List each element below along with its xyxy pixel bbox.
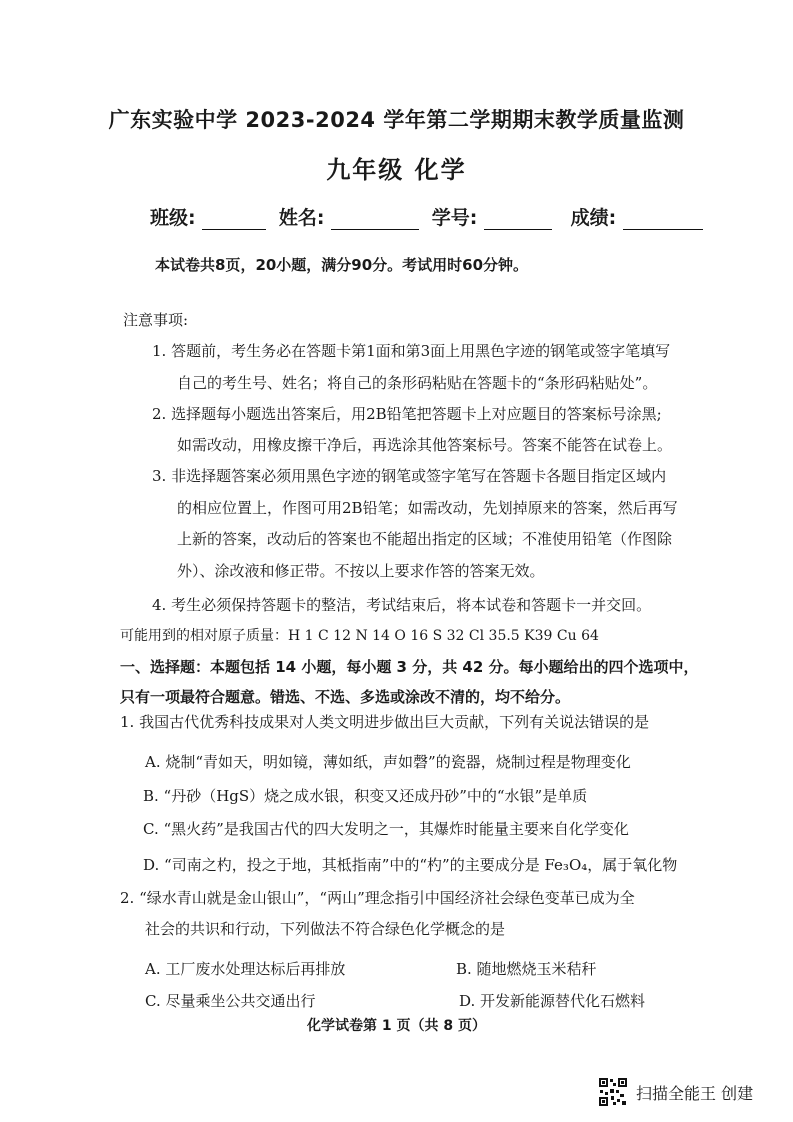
section-heading: 一、选择题：本题包括 14 小题，每小题 3 分，共 42 分。每小题给出的四个选项中， <box>120 658 699 676</box>
question-option: D. 开发新能源替代化石燃料 <box>459 992 646 1010</box>
notice-line: 的相应位置上，作图可用2B铅笔；如需改动，先划掉原来的答案，然后再写 <box>177 499 678 517</box>
notice-line: 4. 考生必须保持答题卡的整洁，考试结束后，将本试卷和答题卡一并交回。 <box>152 596 652 614</box>
question-option: B. 随地燃烧玉米秸秆 <box>456 960 597 978</box>
notice-line: 自己的考生号、姓名；将自己的条形码粘贴在答题卡的“条形码粘贴处”。 <box>177 374 658 392</box>
student-info-row <box>150 203 709 230</box>
notice-line: 2. 选择题每小题选出答案后，用2B铅笔把答题卡上对应题目的答案标号涂黑; <box>152 405 662 423</box>
exam-title: 广东实验中学 2023-2024 学年第二学期期末教学质量监测 <box>108 108 685 132</box>
scanner-watermark <box>598 1076 753 1108</box>
notice-line: 1. 答题前，考生务必在答题卡第1面和第3面上用黑色字迹的钢笔或签字笔填写 <box>152 342 671 360</box>
question-option: A. 烧制“青如天，明如镜，薄如纸，声如磬”的瓷器，烧制过程是物理变化 <box>145 753 631 771</box>
score-label: 成绩: <box>570 207 617 229</box>
class-blank <box>202 211 266 230</box>
scanner-watermark-text: 扫描全能王 创建 <box>636 1083 754 1103</box>
question-stem: 2. “绿水青山就是金山银山”，“两山”理念指引中国经济社会绿色变革已成为全 <box>120 889 635 907</box>
question-stem: 1. 我国古代优秀科技成果对人类文明进步做出巨大贡献，下列有关说法错误的是 <box>120 713 650 731</box>
question-option: C. 尽量乘坐公共交通出行 <box>145 992 316 1010</box>
qr-code-icon <box>598 1077 628 1107</box>
question-option: B. “丹砂（HgS）烧之成水银，积变又还成丹砂”中的“水银”是单质 <box>143 787 588 805</box>
name-label: 姓名: <box>278 207 325 229</box>
notice-line: 3. 非选择题答案必须用黑色字迹的钢笔或签字笔写在答题卡各题目指定区域内 <box>152 467 667 485</box>
notice-heading: 注意事项: <box>123 311 189 329</box>
question-option: D. “司南之杓，投之于地，其柢指南”中的“杓”的主要成分是 Fe₃O₄，属于氧化物 <box>143 856 678 874</box>
exam-meta: 本试卷共8页，20小题，满分90分。考试用时60分钟。 <box>155 256 529 274</box>
atomic-masses: 可能用到的相对原子质量：H 1 C 12 N 14 O 16 S 32 Cl 35.5 K39 Cu 64 <box>120 628 599 644</box>
notice-line: 如需改动，用橡皮擦干净后，再选涂其他答案标号。答案不能答在试卷上。 <box>177 436 673 454</box>
section-instructions: 只有一项最符合题意。错选、不选、多选或涂改不清的，均不给分。 <box>120 688 571 706</box>
notice-line: 上新的答案，改动后的答案也不能超出指定的区域；不准使用铅笔（作图除 <box>177 530 673 548</box>
question-stem: 社会的共识和行动，下列做法不符合绿色化学概念的是 <box>145 920 506 938</box>
score-blank <box>623 211 703 230</box>
question-option: C. “黑火药”是我国古代的四大发明之一，其爆炸时能量主要来自化学变化 <box>143 820 629 838</box>
id-blank <box>484 211 552 230</box>
id-label: 学号: <box>431 207 478 229</box>
name-blank <box>331 211 419 230</box>
class-label: 班级: <box>150 207 196 229</box>
question-option: A. 工厂废水处理达标后再排放 <box>145 960 346 978</box>
exam-subtitle: 九年级 化学 <box>326 156 467 184</box>
notice-line: 外）、涂改液和修正带。不按以上要求作答的答案无效。 <box>177 562 545 580</box>
page-footer: 化学试卷第 1 页（共 8 页） <box>307 1018 486 1034</box>
